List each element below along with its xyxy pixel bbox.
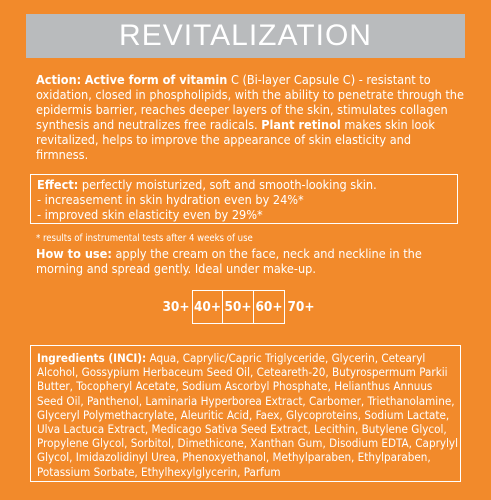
age-60: 60+: [254, 290, 285, 324]
action-label: Action:: [36, 72, 82, 87]
title-banner: [26, 14, 465, 58]
ingredients-text: Aqua, Caprylic/Capric Triglyceride, Glycerin, Cetearyl Alcohol, Gossypium Herbaceum Seed Oil, Ceteareth-20, Butyrospermum Parkii Butter, Tocopheryl Acetate, Sodium Ascorbyl Phosphate, Helianthus Annuus Seed Oil, Panthenol, Laminaria Hyperborea Extract, Carbomer, Triethanolamine, Glyceryl Polymethacrylate, Aleuritic Acid, Faex, Glycoproteins, Sodium Lactate, Ulva Lactuca Extract, Medicago Sativa Seed Extract, Lecithin, Butylene Glycol, Propylene Glycol, Sorbitol, Dimethicone, Xanthan Gum, Disodium EDTA, Caprylyl Glycol, Imidazolidinyl Urea, Phenoxyethanol, Methylparaben, Ethylparaben, Potassium Sorbate, Ethylhexylglycerin, Parfum: [37, 351, 458, 479]
effect-label: Effect:: [37, 177, 79, 192]
ingredients-label: Ingredients (INCI):: [37, 351, 147, 365]
age-scale: [160, 290, 317, 324]
age-40: 40+: [192, 290, 223, 324]
effect-elasticity: - improved skin elasticity even by 29%*: [37, 207, 263, 222]
age-30: 30+: [162, 299, 190, 315]
action-text: C (Bi-layer Capsule C) - resistant to oxidation, closed in phospholipids, with the ability to penetrate through the epidermis barrier, reaches deeper layers of the skin, stimulates collagen synthesis and neutralizes free radicals.: [36, 72, 464, 132]
ingredients-section: [30, 345, 461, 482]
action-highlight: Active form of vitamin: [84, 72, 228, 87]
plant-retinol-label: Plant retinol: [261, 117, 341, 132]
age-70: 70+: [287, 299, 315, 315]
effect-hydration: - increasement in skin hydration even by 24%*: [37, 192, 304, 207]
test-note: * results of instrumental tests after 4 weeks of use: [36, 233, 253, 244]
howto-label: How to use:: [36, 246, 112, 261]
howto-text: apply the cream on the face, neck and neckline in the morning and spread gently. Ideal under make-up.: [36, 246, 422, 276]
effect-text: perfectly moisturized, soft and smooth-looking skin.: [78, 177, 377, 192]
howto-section: [36, 246, 466, 276]
page-title: REVITALIZATION: [119, 19, 372, 52]
action-text-2: makes skin look revitalized, helps to improve the appearance of skin elasticity and firmness.: [36, 117, 435, 162]
age-50: 50+: [223, 290, 254, 324]
action-section: [36, 72, 466, 162]
effect-section: [30, 174, 458, 224]
